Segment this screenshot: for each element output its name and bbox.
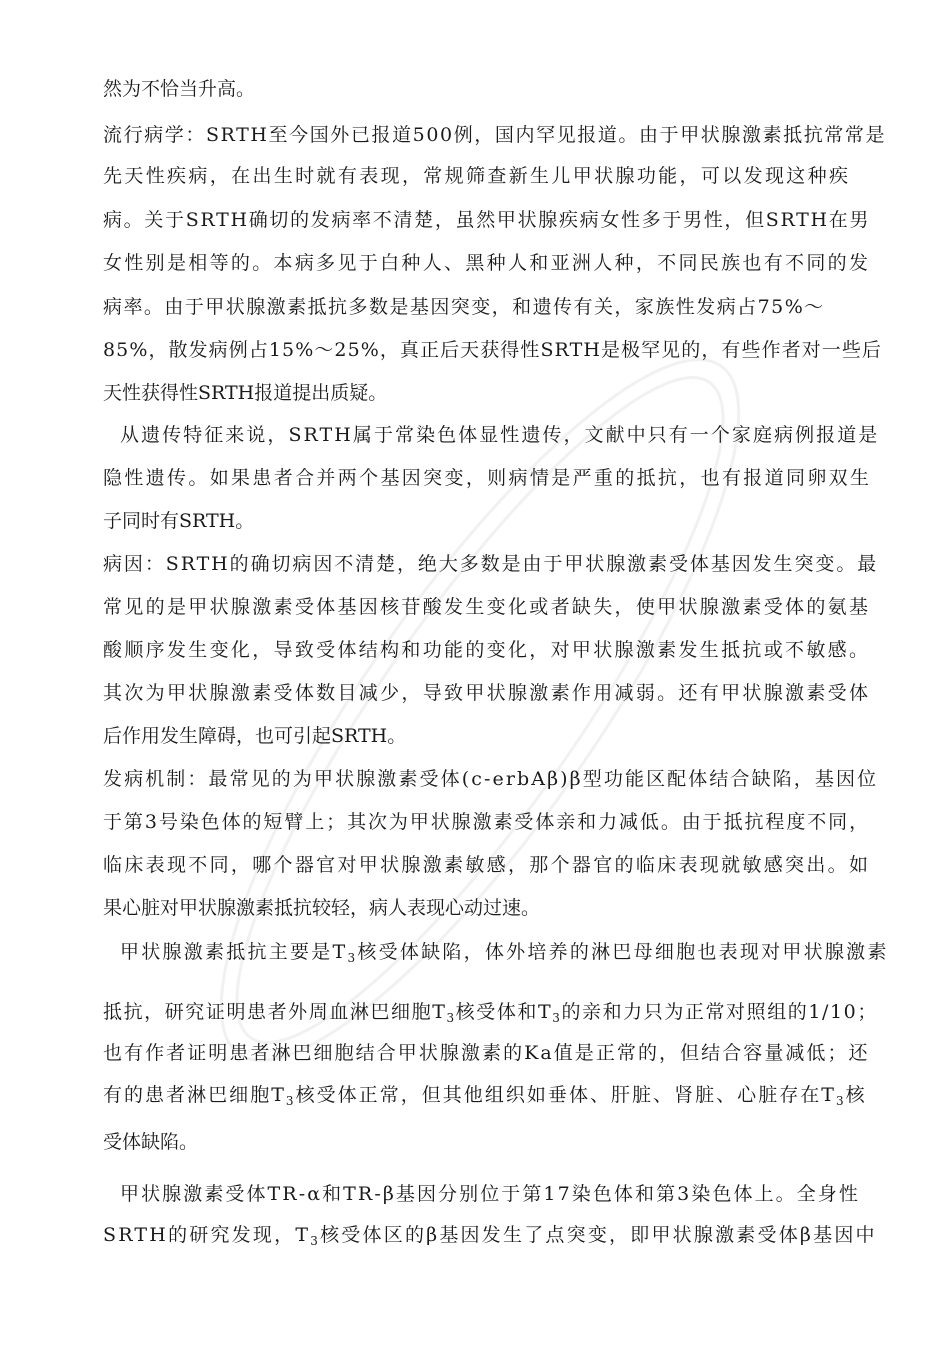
text-run: 子同时有SRTH。 — [103, 510, 255, 532]
text-line — [103, 595, 870, 619]
text-run: 隐性遗传。如果患者合并两个基因突变，则病情是严重的抵抗，也有报道同卵双生 — [103, 467, 872, 489]
text-run: 核受体和T — [455, 1001, 553, 1023]
subscript: 3 — [310, 1234, 321, 1248]
subscript: 3 — [347, 951, 358, 965]
text-run: 甲状腺激素受体TR-α和TR-β基因分别位于第17染色体和第3染色体上。全身性 — [120, 1183, 860, 1205]
text-run: 甲状腺激素抵抗主要是T — [120, 941, 348, 963]
text-run: 病。关于SRTH确切的发病率不清楚，虽然甲状腺疾病女性多于男性，但SRTH在男 — [103, 209, 871, 231]
text-run: 其次为甲状腺激素受体数目减少，导致甲状腺激素作用减弱。还有甲状腺激素受体 — [103, 682, 871, 704]
text-run: 先天性疾病，在出生时就有表现，常规筛查新生儿甲状腺功能，可以发现这种疾 — [103, 165, 851, 187]
text-line — [103, 1041, 870, 1065]
text-run: 后作用发生障碍，也可引起SRTH。 — [103, 725, 407, 747]
text-run: 核受体区的β基因发生了点突变，即甲状腺激素受体β基因中 — [320, 1224, 877, 1246]
text-line — [103, 381, 387, 405]
text-line — [103, 295, 825, 319]
text-line — [103, 466, 871, 490]
text-line — [103, 77, 255, 101]
text-run: 核受体正常，但其他组织如垂体、肝脏、肾脏、心脏存在T — [295, 1084, 836, 1106]
text-run: 流行病学：SRTH至今国外已报道500例，国内罕见报道。由于甲状腺激素抵抗常常是 — [103, 124, 887, 146]
text-line — [103, 552, 878, 576]
text-run: 酸顺序发生变化，导致受体结构和功能的变化，对甲状腺激素发生抵抗或不敏感。 — [103, 639, 871, 661]
text-run: 的亲和力只为正常对照组的1/10； — [561, 1001, 878, 1023]
text-run: SRTH的研究发现，T — [103, 1224, 311, 1246]
text-run: 女性别是相等的。本病多见于白种人、黑种人和亚洲人种，不同民族也有不同的发 — [103, 252, 871, 274]
text-line — [103, 681, 870, 705]
text-run: 有的患者淋巴细胞T — [103, 1084, 286, 1106]
text-run: 也有作者证明患者淋巴细胞结合甲状腺激素的Ka值是正常的，但结合容量减低；还 — [103, 1042, 870, 1064]
text-line — [120, 940, 889, 964]
text-line — [103, 767, 878, 791]
text-line — [120, 423, 879, 447]
text-line — [103, 896, 540, 920]
text-run: 核受体缺陷，体外培养的淋巴母细胞也表现对甲状腺激素 — [357, 941, 889, 963]
text-line — [103, 1083, 867, 1107]
text-line — [103, 638, 870, 662]
text-line — [103, 208, 870, 232]
text-run: 核 — [845, 1084, 867, 1106]
text-line — [103, 1000, 878, 1024]
subscript: 3 — [446, 1011, 456, 1025]
text-run: 然为不恰当升高。 — [103, 78, 256, 100]
subscript: 3 — [835, 1094, 846, 1108]
text-run: 天性获得性SRTH报道提出质疑。 — [103, 382, 388, 404]
text-run: 常见的是甲状腺激素受体基因核苷酸发生变化或者缺失，使甲状腺激素受体的氨基 — [103, 596, 871, 618]
subscript: 3 — [552, 1011, 562, 1025]
text-run: 于第3号染色体的短臂上；其次为甲状腺激素受体亲和力减低。由于抵抗程度不同， — [103, 811, 871, 833]
text-run: 病因：SRTH的确切病因不清楚，绝大多数是由于甲状腺激素受体基因发生突变。最 — [103, 553, 879, 575]
text-line — [103, 251, 870, 275]
text-run: 临床表现不同，哪个器官对甲状腺激素敏感，那个器官的临床表现就敏感突出。如 — [103, 854, 871, 876]
text-run: 发病机制：最常见的为甲状腺激素受体(c-erbAβ)β型功能区配体结合缺陷，基因位 — [103, 768, 879, 790]
text-line — [103, 509, 254, 533]
text-line — [103, 123, 886, 147]
text-line — [103, 164, 850, 188]
text-run: 抵抗，研究证明患者外周血淋巴细胞T — [103, 1001, 447, 1023]
text-line — [103, 724, 406, 748]
text-line — [103, 1223, 877, 1247]
text-line — [103, 338, 882, 362]
text-line — [103, 1130, 198, 1154]
text-run: 病率。由于甲状腺激素抵抗多数是基因突变，和遗传有关，家族性发病占75%～ — [103, 296, 825, 318]
text-line — [103, 853, 870, 877]
text-run: 果心脏对甲状腺激素抵抗较轻，病人表现心动过速。 — [103, 897, 541, 919]
text-run: 从遗传特征来说，SRTH属于常染色体显性遗传，文献中只有一个家庭病例报道是 — [120, 424, 880, 446]
text-run: 85%，散发病例占15%～25%，真正后天获得性SRTH是极罕见的，有些作者对一些后 — [103, 339, 882, 361]
text-line — [120, 1182, 860, 1206]
text-run: 受体缺陷。 — [103, 1131, 199, 1153]
text-line — [103, 810, 870, 834]
subscript: 3 — [285, 1094, 296, 1108]
